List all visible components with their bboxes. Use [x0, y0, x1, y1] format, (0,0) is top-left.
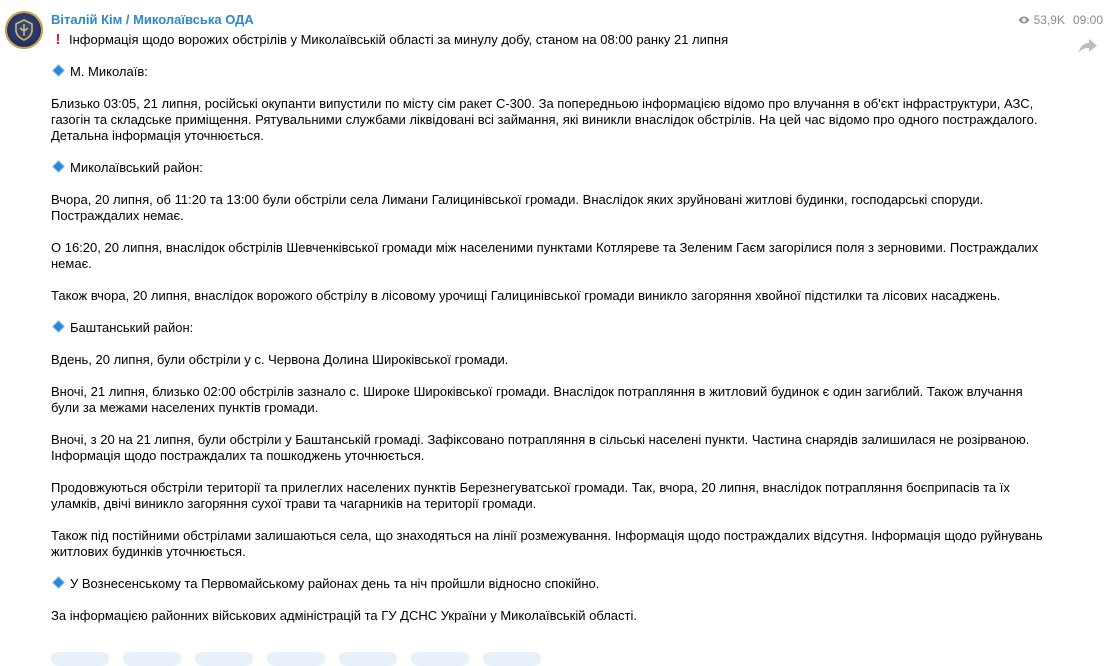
paragraph: Продовжуються обстріли території та прилеглих населених пунктів Березнегуватської громади. Так, вчора, 20 липня, внаслідок потрапляння боєприпасів та їх уламків, двічі виникло загоряння сухої трави та чагарників на території громади. [51, 480, 1010, 511]
paragraph: Вночі, 21 липня, близько 02:00 обстрілів зазнало с. Широке Широківської громади. Внаслідок потрапляння в житловий будинок є один загиблий. Також влучання були за межами населених пунктів громади. [51, 384, 1023, 415]
message-title: Інформація щодо ворожих обстрілів у Миколаївській області за минулу добу, станом на 08:00 ранку 21 липня [69, 32, 729, 47]
message-body [51, 32, 1051, 640]
emblem-icon [14, 19, 34, 41]
section-heading-text: Миколаївський район: [70, 160, 203, 175]
eye-icon [1018, 16, 1030, 24]
reaction-chip[interactable] [195, 652, 253, 666]
section-voznesensk-pervomaisk [51, 576, 1051, 592]
section-text: У Вознесенському та Первомайському районах день та ніч пройшли відносно спокійно. [70, 576, 600, 591]
paragraph: Близько 03:05, 21 липня, російські окупанти випустили по місту сім ракет С-300. За попередньою інформацією відомо про влучання в об'єкт інфраструктури, АЗС, газогін та складське приміщення. Рятувальними службами ліквідовані всі займання, які виникли внаслідок обстрілів. На цей час відомо про одного постраждалого. Детальна інформація уточнюється. [51, 96, 1038, 143]
blue-diamond-icon [52, 320, 65, 333]
share-arrow-icon [1078, 38, 1098, 54]
section-heading-text: Баштанський район: [70, 320, 194, 335]
reaction-chip[interactable] [51, 652, 109, 666]
paragraph: Вночі, з 20 на 21 липня, були обстріли у Баштанській громаді. Зафіксовано потрапляння в сільські населені пункти. Частина снарядів залишилася не розірваною. Інформація щодо постраждалих та пошкоджень уточнюється. [51, 432, 1030, 463]
channel-name[interactable]: Віталій Кім / Миколаївська ОДА [51, 12, 254, 27]
section-heading-mykolaiv [51, 64, 1051, 80]
section-heading-bashtanka-district [51, 320, 1051, 336]
paragraph: О 16:20, 20 липня, внаслідок обстрілів Шевченківської громади між населеними пунктами Котляреве та Зеленим Гаєм загорілися поля з зерновими. Постраждалих немає. [51, 240, 1039, 271]
blue-diamond-icon [52, 64, 65, 77]
exclamation-icon: ! [55, 31, 61, 48]
section-heading-text: М. Миколаїв: [70, 64, 148, 79]
reactions-bar [51, 652, 541, 666]
share-button[interactable] [1078, 38, 1098, 54]
reaction-chip[interactable] [123, 652, 181, 666]
message-meta [1018, 13, 1103, 27]
channel-avatar[interactable] [5, 11, 43, 49]
message-time: 09:00 [1072, 13, 1103, 27]
views-count: 53,9K [1033, 13, 1065, 27]
blue-diamond-icon [52, 576, 65, 589]
reaction-chip[interactable] [339, 652, 397, 666]
paragraph: Також під постійними обстрілами залишаються села, що знаходяться на лінії розмежування. Інформація щодо постраждалих відсутня. Інформація щодо руйнувань житлових будинків уточнюється. [51, 528, 1043, 559]
paragraph: Вдень, 20 липня, були обстріли у с. Червона Долина Широківської громади. [51, 352, 509, 367]
reaction-chip[interactable] [483, 652, 541, 666]
message-title-line [51, 32, 1051, 48]
paragraph: Також вчора, 20 липня, внаслідок ворожого обстрілу в лісовому урочищі Галицинівської громади виникло загоряння хвойної підстилки та лісових насаджень. [51, 288, 1001, 303]
message-footer: За інформацією районних військових адміністрацій та ГУ ДСНС України у Миколаївській області. [51, 608, 637, 623]
reaction-chip[interactable] [267, 652, 325, 666]
reaction-chip[interactable] [411, 652, 469, 666]
section-heading-mykolaiv-district [51, 160, 1051, 176]
blue-diamond-icon [52, 160, 65, 173]
paragraph: Вчора, 20 липня, об 11:20 та 13:00 були обстріли села Лимани Галицинівської громади. Внаслідок яких зруйновані житлові будинки, господарські споруди. Постраждалих немає. [51, 192, 984, 223]
